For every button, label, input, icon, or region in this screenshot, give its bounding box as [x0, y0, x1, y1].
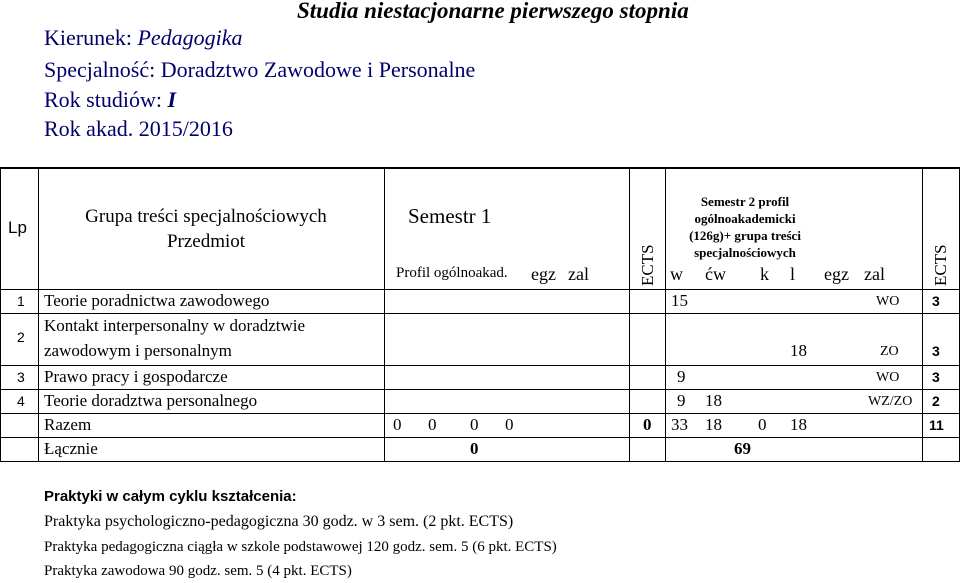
lacznie-s2: 69 — [734, 439, 751, 458]
razem-w: 33 — [671, 415, 688, 434]
praktyki-heading: Praktyki w całym cyklu kształcenia: — [44, 488, 297, 505]
lacznie-s1: 0 — [470, 439, 479, 458]
row-ects: 3 — [932, 369, 940, 385]
row-lp: 4 — [17, 393, 25, 409]
razem-s1-value: 0 — [470, 415, 479, 434]
profil-label: Profil ogólnoakad. — [396, 265, 508, 281]
razem-label: Razem — [44, 415, 92, 434]
row-ects: 3 — [932, 343, 940, 359]
lp-header: Lp — [8, 218, 27, 237]
row-subject: Prawo pracy i gospodarcze — [44, 367, 228, 386]
row-ects: 2 — [932, 393, 940, 409]
specjalnosc-line: Specjalność: Doradztwo Zawodowe i Personalne — [44, 57, 476, 82]
row-w: 9 — [677, 367, 686, 386]
col-zal-s2: zal — [864, 264, 885, 284]
razem-cw: 18 — [705, 415, 722, 434]
row-w: 15 — [671, 291, 688, 310]
semester2-line2: ogólnoakademicki — [694, 211, 796, 226]
group-header — [84, 204, 328, 254]
row-w: 9 — [677, 391, 686, 410]
col-w: w — [670, 264, 683, 284]
praktyka-line: Praktyka zawodowa 90 godz. sem. 5 (4 pkt. ECTS) — [44, 563, 352, 579]
lacznie-label: Łącznie — [44, 439, 98, 458]
kierunek-value: Pedagogika — [137, 25, 243, 50]
razem-s1-value: 0 — [428, 415, 437, 434]
row-subject: Teorie doradztwa personalnego — [44, 391, 258, 410]
row-l: 18 — [790, 341, 807, 360]
semester2-line4: specjalnościowych — [694, 245, 796, 260]
col-zal-s1: zal — [568, 264, 589, 284]
razem-k: 0 — [758, 415, 767, 434]
razem-s1-ects: 0 — [643, 415, 652, 434]
razem-s1-value: 0 — [505, 415, 514, 434]
col-l: l — [790, 264, 796, 284]
row-cw: 18 — [705, 391, 722, 410]
razem-s1-value: 0 — [393, 415, 402, 434]
semester1-header: Semestr 1 — [408, 204, 492, 228]
rok-studiow-line — [44, 87, 176, 113]
col-egz-s2: egz — [824, 264, 849, 284]
col-egz-s1: egz — [531, 264, 556, 284]
row-subject-line1: Kontakt interpersonalny w doradztwie — [44, 316, 306, 335]
rok-studiow-value: I — [167, 87, 177, 112]
semester2-line1: Semestr 2 profil — [700, 194, 790, 209]
page-title: Studia niestacjonarne pierwszego stopnia — [297, 0, 689, 23]
razem-l: 18 — [790, 415, 807, 434]
col-cw: ćw — [705, 264, 726, 284]
praktyka-line: Praktyka psychologiczno-pedagogiczna 30 godz. w 3 sem. (2 pkt. ECTS) — [44, 513, 514, 530]
row-zal: WO — [876, 370, 900, 385]
kierunek-line — [44, 25, 243, 51]
semester2-header — [660, 193, 830, 261]
praktyka-line: Praktyka pedagogiczna ciągła w szkole podstawowej 120 godz. sem. 5 (6 pkt. ECTS) — [44, 539, 557, 555]
kierunek-label: Kierunek: — [44, 25, 138, 50]
row-zal: ZO — [880, 344, 899, 359]
col-k: k — [760, 264, 769, 284]
row-ects: 3 — [932, 293, 940, 309]
row-lp: 2 — [17, 329, 25, 345]
ects-header-s1: ECTS — [638, 244, 657, 286]
row-zal: WO — [876, 294, 900, 309]
razem-ects: 11 — [929, 417, 944, 433]
group-header-line1: Grupa treści specjalnościowych — [85, 206, 327, 227]
group-header-line2: Przedmiot — [166, 231, 246, 252]
row-lp: 1 — [17, 293, 25, 309]
semester2-line3: (126g)+ grupa treści — [689, 228, 801, 243]
row-subject-line2: zawodowym i personalnym — [44, 341, 232, 360]
rok-akad-line: Rok akad. 2015/2016 — [44, 116, 233, 141]
rok-studiow-label: Rok studiów: — [44, 87, 168, 112]
row-subject: Teorie poradnictwa zawodowego — [44, 291, 270, 310]
row-zal: WZ/ZO — [868, 394, 913, 409]
row-lp: 3 — [17, 369, 25, 385]
ects-header-s2: ECTS — [931, 244, 950, 286]
